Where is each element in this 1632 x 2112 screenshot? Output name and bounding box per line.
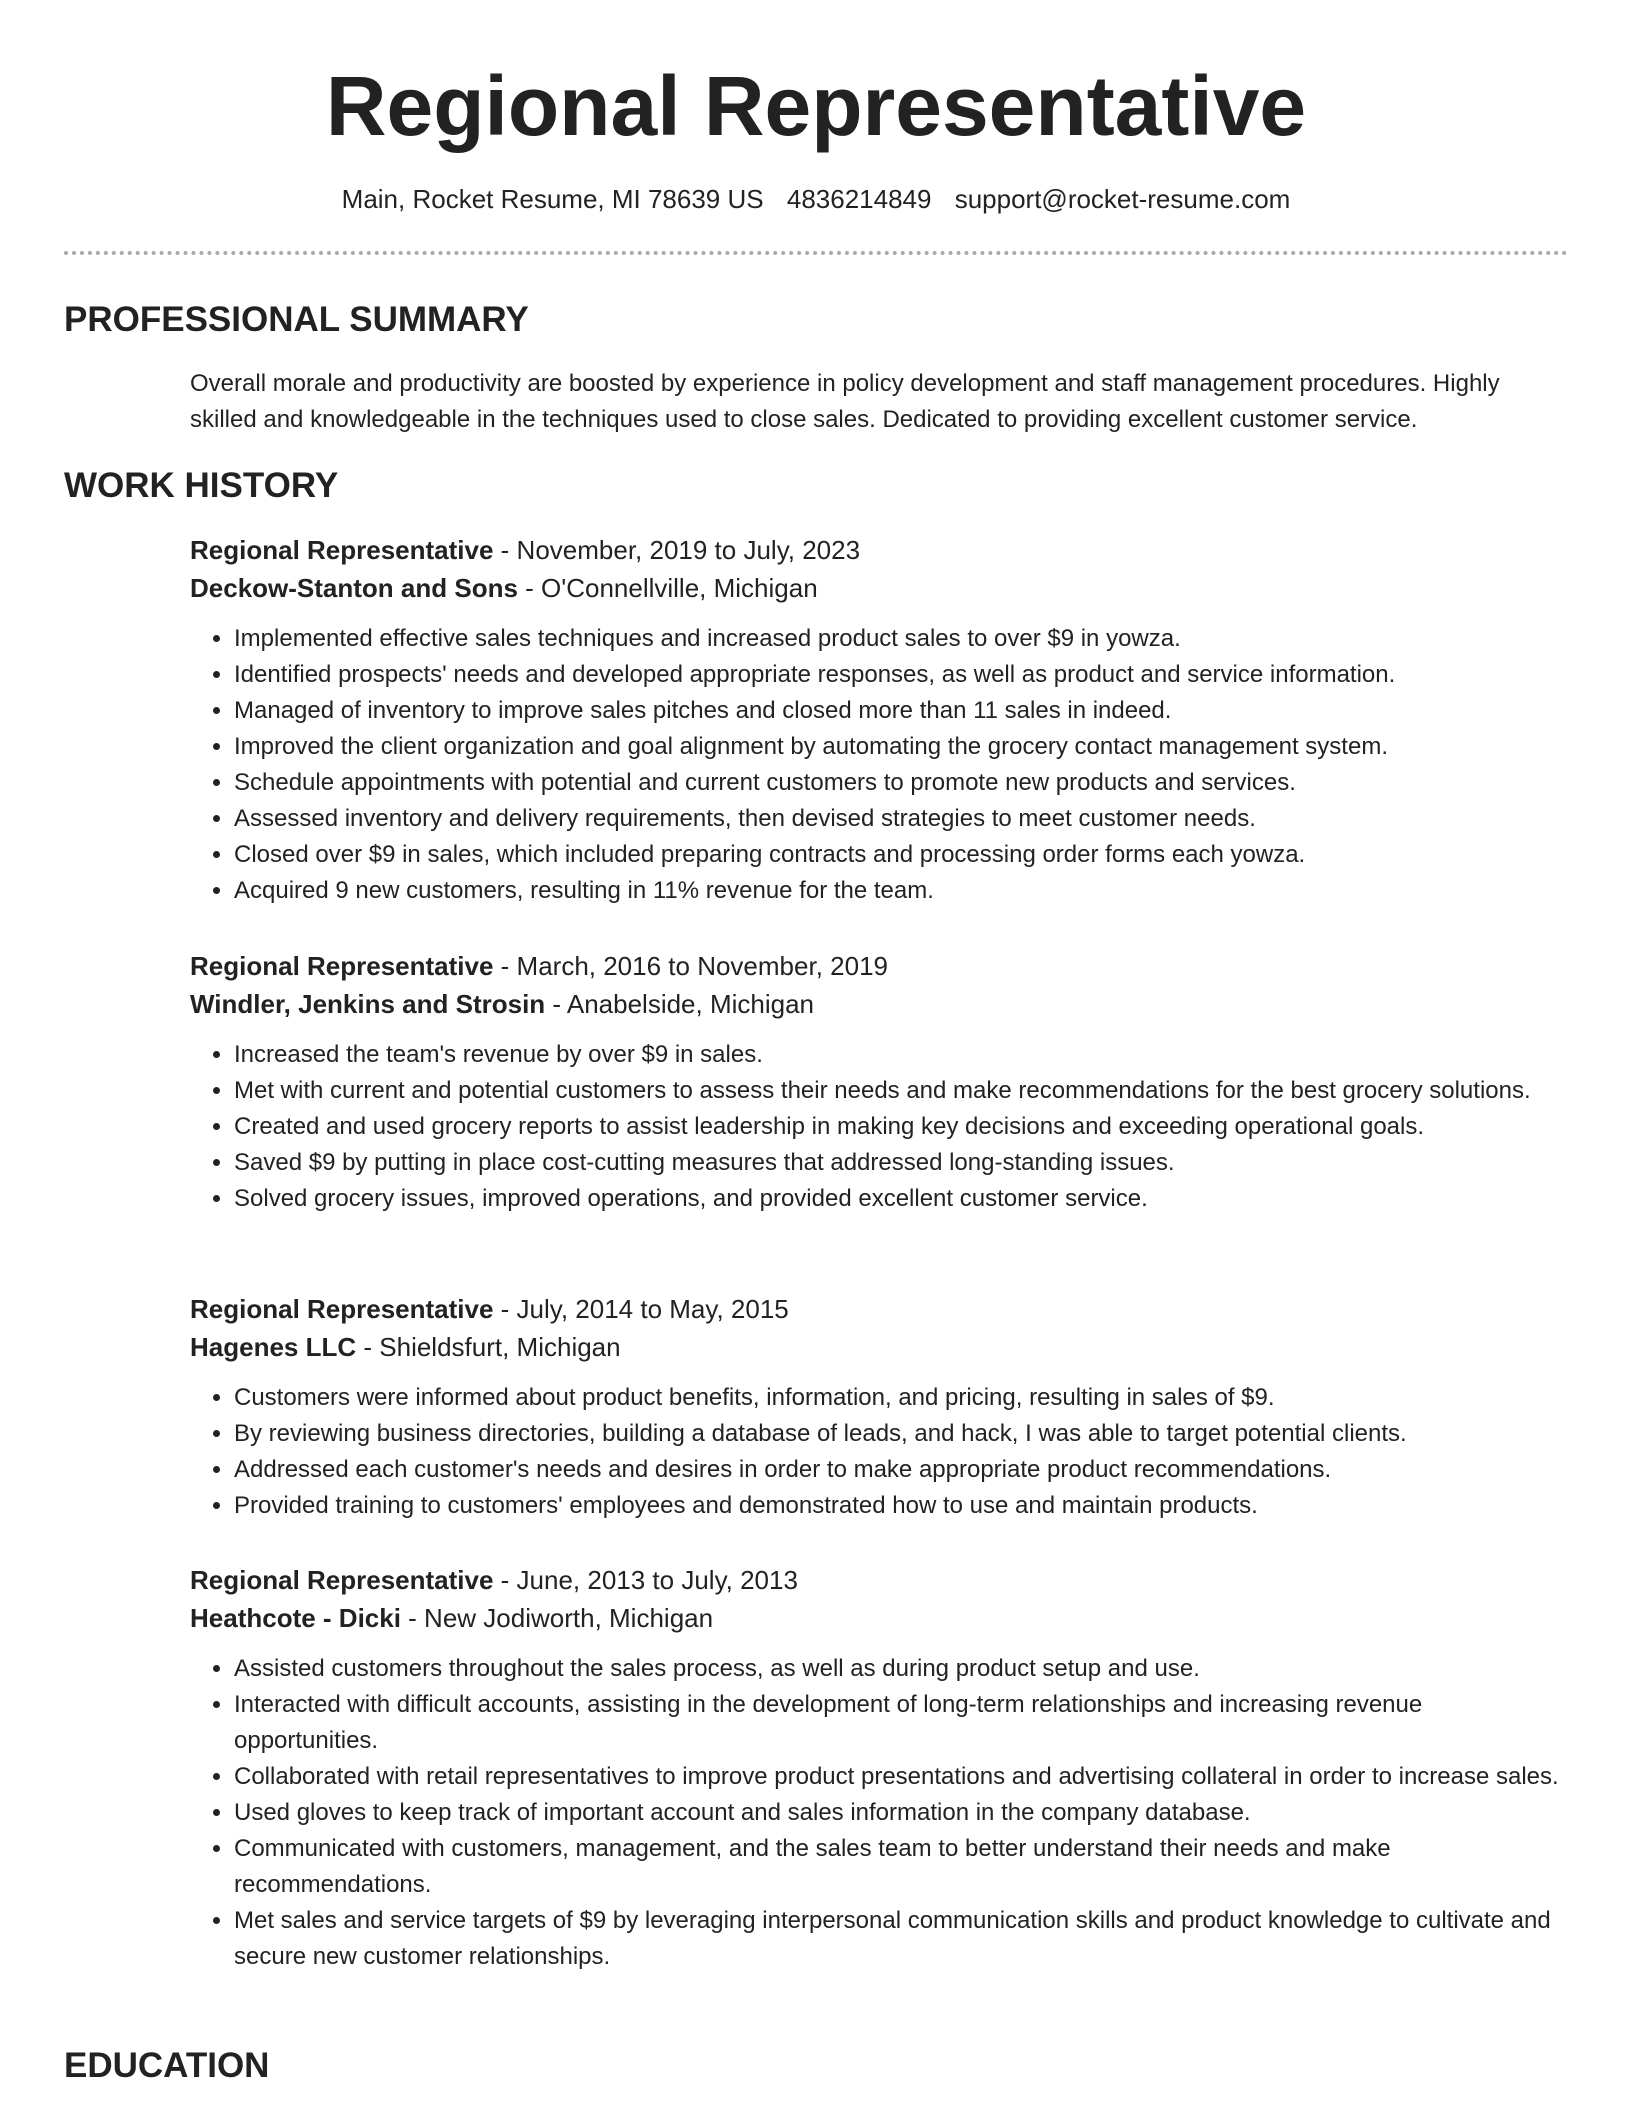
bullet-item: • Communicated with customers, management, and the sales team to better understand their needs and make recommendations. <box>234 1831 1570 1903</box>
header-divider <box>64 251 1568 255</box>
job-title: Regional Representative <box>190 535 494 565</box>
job-dates: - June, 2013 to July, 2013 <box>493 1565 798 1595</box>
job-title: Regional Representative <box>190 1565 494 1595</box>
bullet-item: • Closed over $9 in sales, which included preparing contracts and processing order forms each yowza. <box>234 837 1570 873</box>
job-entry <box>190 1561 1570 1975</box>
education-section-title: EDUCATION <box>64 2046 270 2085</box>
contact-phone: 4836214849 <box>786 184 932 214</box>
bullet-item: • Assessed inventory and delivery requirements, then devised strategies to meet customer needs. <box>234 801 1570 837</box>
bullet-item: • By reviewing business directories, building a database of leads, and hack, I was able to target potential clients. <box>234 1416 1570 1452</box>
bullet-item: • Improved the client organization and goal alignment by automating the grocery contact management system. <box>234 729 1570 765</box>
bullet-item: • Met with current and potential customers to assess their needs and make recommendations for the best grocery solutions. <box>234 1073 1570 1109</box>
job-company-line <box>190 985 1570 1023</box>
job-company: Deckow-Stanton and Sons <box>190 573 518 603</box>
bullet-item: • Saved $9 by putting in place cost-cutting measures that addressed long-standing issues. <box>234 1145 1570 1181</box>
job-title: Regional Representative <box>190 1294 494 1324</box>
job-entry <box>190 947 1570 1217</box>
job-title-line <box>190 1290 1570 1328</box>
job-title-line <box>190 531 1570 569</box>
bullet-item: • Created and used grocery reports to assist leadership in making key decisions and exceeding operational goals. <box>234 1109 1570 1145</box>
job-company-line <box>190 1328 1570 1366</box>
contact-email: support@rocket-resume.com <box>954 184 1291 214</box>
bullet-item: • Customers were informed about product benefits, information, and pricing, resulting in sales of $9. <box>234 1380 1570 1416</box>
job-title-line <box>190 947 1570 985</box>
bullet-item: • Provided training to customers' employees and demonstrated how to use and maintain products. <box>234 1488 1570 1524</box>
bullet-item: • Schedule appointments with potential and current customers to promote new products and services. <box>234 765 1570 801</box>
job-location: - O'Connellville, Michigan <box>517 573 818 603</box>
job-location: - New Jodiworth, Michigan <box>400 1603 714 1633</box>
job-bullets <box>190 1380 1570 1524</box>
bullet-item: • Interacted with difficult accounts, assisting in the development of long-term relationships and increasing revenue opportunities. <box>234 1687 1570 1759</box>
job-title-line <box>190 1561 1570 1599</box>
job-company-line <box>190 569 1570 607</box>
candidate-name: Regional Representative <box>325 59 1307 153</box>
summary-section-title: PROFESSIONAL SUMMARY <box>64 300 529 339</box>
job-location: - Shieldsfurt, Michigan <box>356 1332 621 1362</box>
job-dates: - November, 2019 to July, 2023 <box>493 535 861 565</box>
bullet-item: • Managed of inventory to improve sales pitches and closed more than 11 sales in indeed. <box>234 693 1570 729</box>
job-bullets <box>190 621 1570 909</box>
job-bullets <box>190 1037 1570 1217</box>
job-company: Windler, Jenkins and Strosin <box>190 989 546 1019</box>
bullet-item: • Acquired 9 new customers, resulting in 11% revenue for the team. <box>234 873 1570 909</box>
job-dates: - July, 2014 to May, 2015 <box>493 1294 789 1324</box>
job-dates: - March, 2016 to November, 2019 <box>493 951 888 981</box>
contact-address: Main, Rocket Resume, MI 78639 US <box>341 184 764 214</box>
bullet-item: • Solved grocery issues, improved operations, and provided excellent customer service. <box>234 1181 1570 1217</box>
job-bullets <box>190 1651 1570 1975</box>
bullet-item: • Assisted customers throughout the sales process, as well as during product setup and use. <box>234 1651 1570 1687</box>
bullet-item: • Identified prospects' needs and developed appropriate responses, as well as product and service information. <box>234 657 1570 693</box>
job-entry <box>190 1290 1570 1524</box>
job-location: - Anabelside, Michigan <box>545 989 815 1019</box>
bullet-item: • Collaborated with retail representatives to improve product presentations and advertising collateral in order to increase sales. <box>234 1759 1570 1795</box>
job-company: Heathcote - Dicki <box>190 1603 401 1633</box>
summary-text: Overall morale and productivity are boosted by experience in policy development and staff management procedures. Highly skilled and knowledgeable in the techniques used to close sales. Dedicated to providing excellent customer service. <box>190 370 1500 433</box>
job-title: Regional Representative <box>190 951 494 981</box>
job-company-line <box>190 1599 1570 1637</box>
contact-line <box>0 182 1632 216</box>
work-history-section-title: WORK HISTORY <box>64 466 339 505</box>
bullet-item: • Used gloves to keep track of important account and sales information in the company database. <box>234 1795 1570 1831</box>
job-entry <box>190 531 1570 909</box>
bullet-item: • Addressed each customer's needs and desires in order to make appropriate product recommendations. <box>234 1452 1570 1488</box>
bullet-item: • Met sales and service targets of $9 by leveraging interpersonal communication skills and product knowledge to cultivate and secure new customer relationships. <box>234 1903 1570 1975</box>
bullet-item: • Increased the team's revenue by over $9 in sales. <box>234 1037 1570 1073</box>
job-company: Hagenes LLC <box>190 1332 357 1362</box>
bullet-item: • Implemented effective sales techniques and increased product sales to over $9 in yowza. <box>234 621 1570 657</box>
